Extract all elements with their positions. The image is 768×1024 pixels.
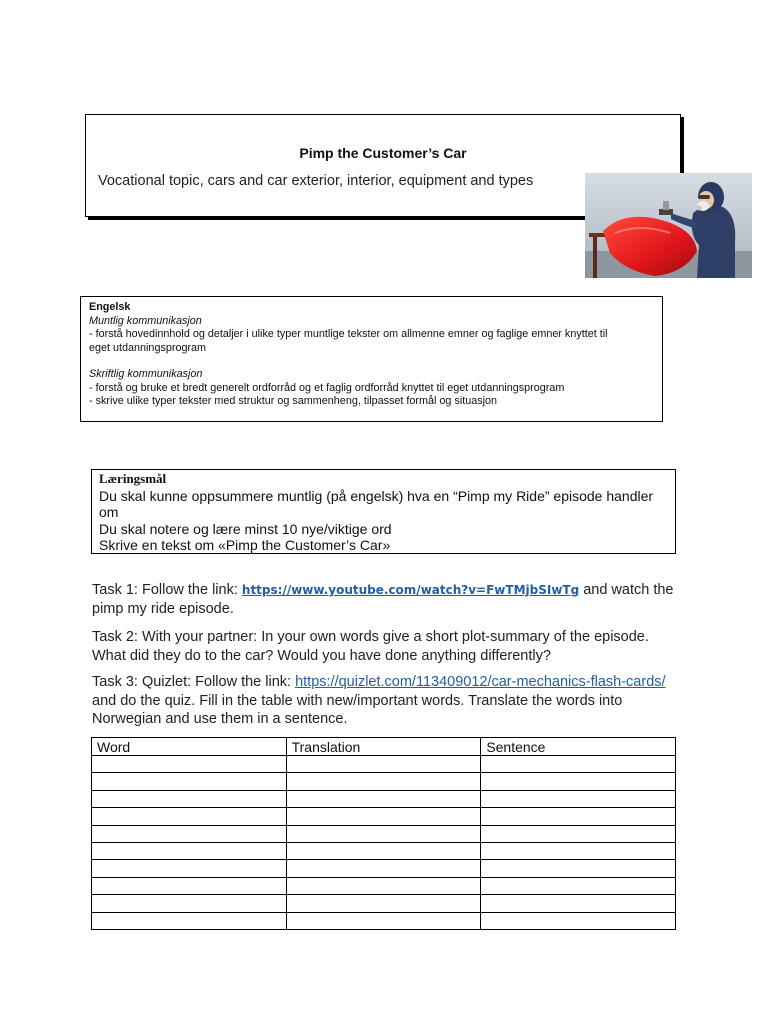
quizlet-link[interactable]: https://quizlet.com/113409012/car-mechanics-flash-cards/	[295, 674, 666, 690]
table-cell-word[interactable]	[92, 773, 287, 790]
learning-goals-box	[91, 469, 676, 554]
table-cell-sentence[interactable]	[481, 756, 676, 773]
column-header-sentence: Sentence	[481, 738, 676, 756]
learning-goal-item: Skrive en tekst om «Pimp the Customer’s Car»	[99, 537, 391, 553]
car-painter-photo	[585, 173, 752, 278]
table-row	[92, 773, 676, 790]
table-cell-translation[interactable]	[286, 773, 481, 790]
table-cell-sentence[interactable]	[481, 895, 676, 912]
curriculum-heading: Engelsk	[89, 301, 131, 313]
table-cell-word[interactable]	[92, 842, 287, 859]
table-row	[92, 825, 676, 842]
task-1-suffix: and watch the pimp my ride episode.	[92, 582, 674, 617]
table-cell-word[interactable]	[92, 877, 287, 894]
table-cell-word[interactable]	[92, 895, 287, 912]
table-cell-translation[interactable]	[286, 860, 481, 877]
column-header-word: Word	[92, 738, 287, 756]
oral-heading: Muntlig kommunikasjon	[89, 314, 202, 327]
table-header-row	[92, 738, 676, 756]
page-subtitle: Vocational topic, cars and car exterior, interior, equipment and types	[98, 173, 534, 189]
task-3	[92, 673, 682, 729]
table-row	[92, 912, 676, 929]
table-body	[92, 756, 676, 930]
table-cell-sentence[interactable]	[481, 912, 676, 929]
table-row	[92, 808, 676, 825]
table-cell-sentence[interactable]	[481, 860, 676, 877]
table-cell-sentence[interactable]	[481, 877, 676, 894]
table-cell-translation[interactable]	[286, 825, 481, 842]
table-cell-word[interactable]	[92, 825, 287, 842]
table-cell-word[interactable]	[92, 808, 287, 825]
curriculum-box	[80, 296, 663, 422]
table-cell-sentence[interactable]	[481, 790, 676, 807]
learning-goals-heading: Læringsmål	[99, 471, 167, 486]
table-cell-sentence[interactable]	[481, 773, 676, 790]
task-3-suffix: and do the quiz. Fill in the table with new/important words. Translate the words into Norwegian and use them in a sentence.	[92, 692, 623, 727]
table-cell-translation[interactable]	[286, 895, 481, 912]
table-cell-word[interactable]	[92, 756, 287, 773]
task-1	[92, 581, 682, 618]
table-cell-sentence[interactable]	[481, 842, 676, 859]
table-row	[92, 877, 676, 894]
table-cell-translation[interactable]	[286, 912, 481, 929]
table-row	[92, 895, 676, 912]
oral-item: eget utdanningsprogram	[89, 341, 207, 354]
column-header-translation: Translation	[286, 738, 481, 756]
learning-goal-item: Du skal kunne oppsummere muntlig (på engelsk) hva en “Pimp my Ride” episode handler om	[99, 487, 654, 520]
table-cell-sentence[interactable]	[481, 825, 676, 842]
table-cell-sentence[interactable]	[481, 808, 676, 825]
youtube-link[interactable]: https://www.youtube.com/watch?v=FwTMjbSIwTg	[241, 583, 580, 597]
table-cell-translation[interactable]	[286, 842, 481, 859]
table-cell-word[interactable]	[92, 790, 287, 807]
task-1-prefix: Task 1: Follow the link:	[92, 582, 242, 598]
table-row	[92, 860, 676, 877]
table-cell-translation[interactable]	[286, 790, 481, 807]
table-cell-translation[interactable]	[286, 756, 481, 773]
task-2: Task 2: With your partner: In your own words give a short plot-summary of the episode. What did they do to the car? Would you have done anything differently?	[92, 629, 649, 664]
written-item: - forstå og bruke et bredt generelt ordforråd og et faglig ordforråd knyttet til eget utdanningsprogram	[89, 381, 565, 394]
learning-goal-item: Du skal notere og lære minst 10 nye/viktige ord	[99, 520, 392, 537]
table-row	[92, 842, 676, 859]
table-cell-word[interactable]	[92, 860, 287, 877]
car-painter-illustration	[585, 173, 752, 278]
oral-item: - forstå hovedinnhold og detaljer i ulike typer muntlige tekster om allmenne emner og faglige emner knyttet til	[89, 328, 608, 340]
table-row	[92, 790, 676, 807]
table-cell-translation[interactable]	[286, 808, 481, 825]
table-cell-word[interactable]	[92, 912, 287, 929]
written-heading: Skriftlig kommunikasjon	[89, 368, 203, 380]
table-cell-translation[interactable]	[286, 877, 481, 894]
table-row	[92, 756, 676, 773]
vocabulary-table	[91, 737, 676, 930]
page-title: Pimp the Customer’s Car	[299, 145, 467, 161]
task-3-prefix: Task 3: Quizlet: Follow the link:	[92, 674, 296, 690]
written-item: - skrive ulike typer tekster med struktur og sammenheng, tilpasset formål og situasjon	[89, 395, 498, 407]
